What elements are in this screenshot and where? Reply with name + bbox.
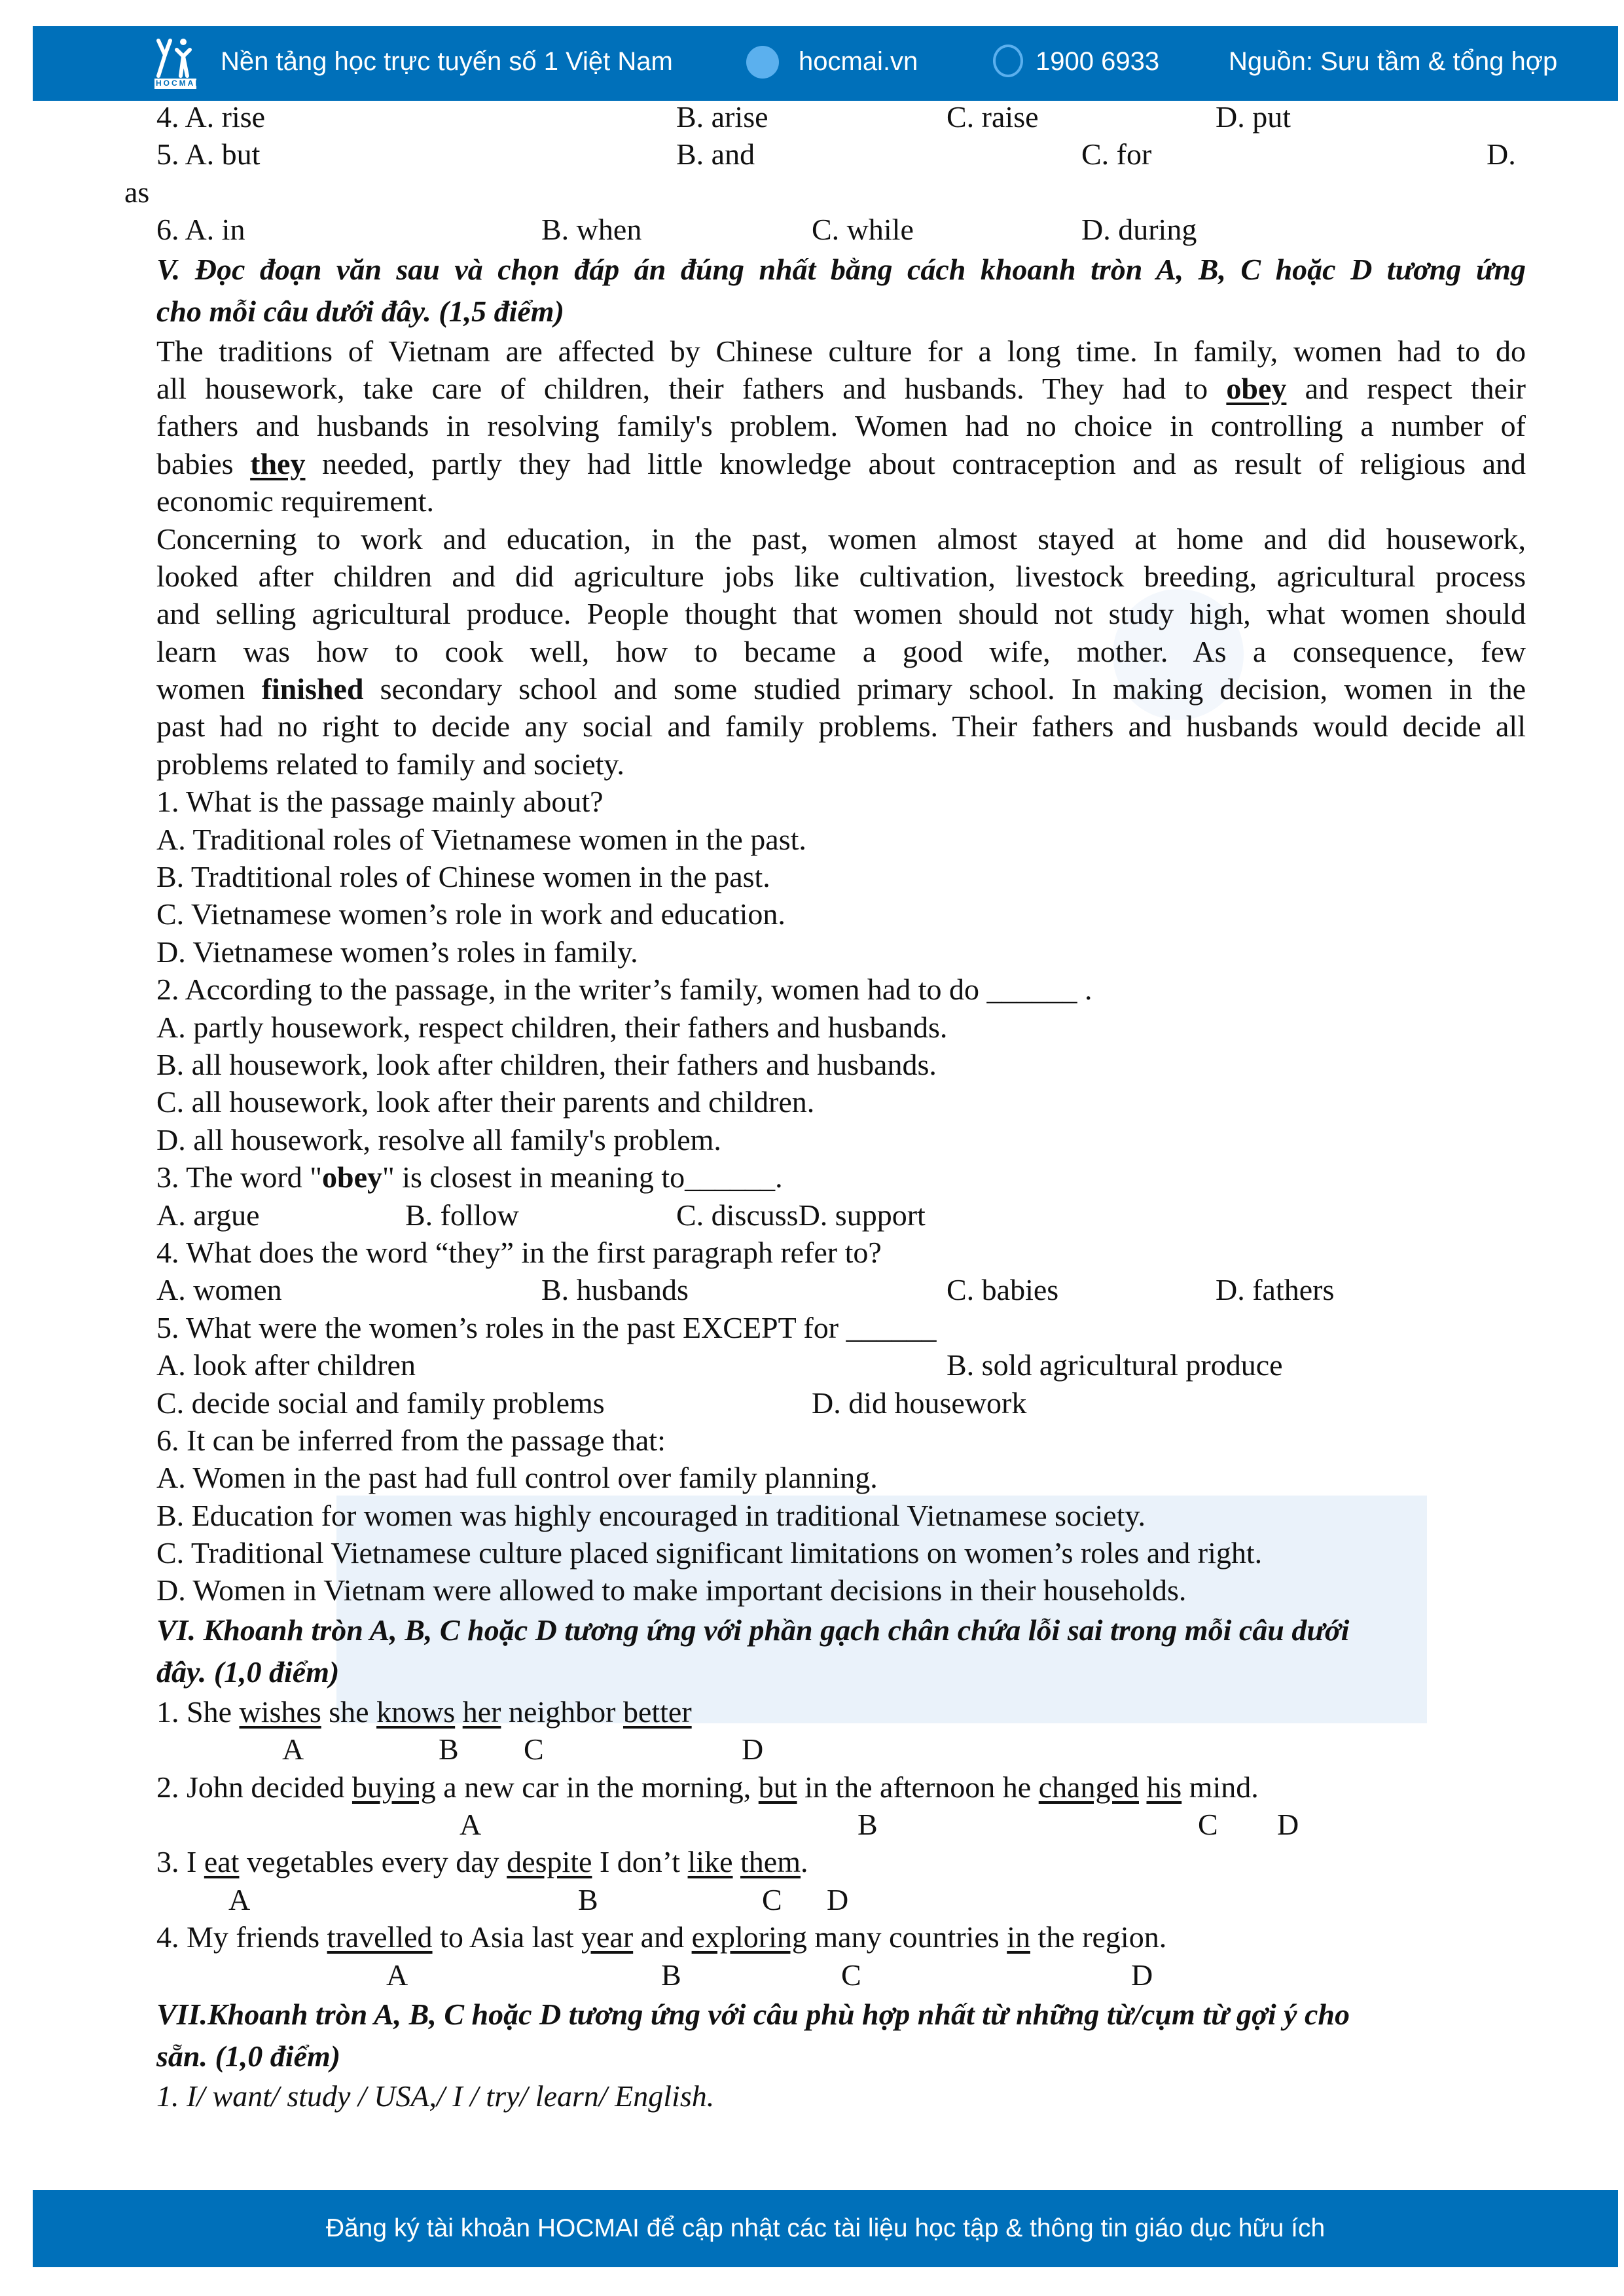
error-sentence-3 — [156, 1843, 1526, 1880]
footer-banner — [33, 2190, 1618, 2267]
section-vi-heading: VI. Khoanh tròn A, B, C hoặc D tương ứng với phần gạch chân chứa lỗi sai trong mỗi câu dưới — [156, 1613, 1350, 1647]
section-vii-heading-cont: sẵn. (1,0 điểm) — [156, 2039, 341, 2073]
option-b[interactable]: B. Education for women was highly encouraged in traditional Vietnamese society. — [156, 1498, 1146, 1532]
keyword-they: they — [250, 446, 306, 480]
hocmai-logo — [151, 35, 206, 90]
letter-row — [156, 1956, 1526, 1994]
text: all housework, take care of children, their fathers and husbands. They had to — [156, 371, 1227, 405]
text: 1. She — [156, 1695, 240, 1729]
option-a[interactable]: A. Traditional roles of Vietnamese women in the past. — [156, 822, 806, 856]
letter-b[interactable]: B — [439, 1732, 459, 1767]
text: neighbor — [501, 1695, 623, 1729]
question-2-stem: 2. According to the passage, in the writer’s family, women had to do ______ . — [156, 973, 1092, 1007]
section-v-heading: V. Đọc đoạn văn sau và chọn đáp án đúng nhất bằng cách khoanh tròn A, B, C hoặc D tương ứng — [156, 252, 1526, 286]
passage-line: and selling agricultural produce. People thought that women should not study high, what women should — [156, 597, 1526, 631]
letter-b[interactable]: B — [578, 1882, 598, 1916]
underlined-b[interactable]: year — [581, 1920, 634, 1954]
underlined-d[interactable]: his — [1146, 1770, 1182, 1804]
underlined-d[interactable]: them — [740, 1845, 801, 1879]
keyword-obey: obey — [322, 1160, 382, 1194]
question-6-stem: 6. It can be inferred from the passage that: — [156, 1423, 666, 1457]
passage-line: past had no right to decide any social and family problems. Their fathers and husbands would decide all — [156, 709, 1526, 744]
question-4-stem: 4. What does the word “they” in the first paragraph refer to? — [156, 1235, 882, 1269]
option-c[interactable]: C. Vietnamese women’s role in work and education. — [156, 897, 785, 931]
option-b: B. and — [676, 137, 755, 171]
letter-a[interactable]: A — [386, 1958, 408, 1992]
underlined-a[interactable]: buying — [352, 1770, 436, 1804]
letter-d[interactable]: D — [742, 1732, 764, 1767]
underlined-b[interactable]: but — [758, 1770, 797, 1804]
option-row — [156, 135, 1526, 173]
underlined-c[interactable]: like — [687, 1845, 733, 1879]
passage-line: problems related to family and society. — [156, 747, 624, 781]
question-1-stem: 1. What is the passage mainly about? — [156, 785, 604, 819]
letter-a[interactable]: A — [460, 1808, 482, 1842]
text: I don’t — [592, 1845, 688, 1879]
question-5-stem: 5. What were the women’s roles in the past EXCEPT for ______ — [156, 1310, 937, 1344]
phone-icon — [993, 45, 1023, 77]
text — [1139, 1770, 1147, 1804]
option-row-wrap — [124, 173, 1526, 211]
header-tagline: Nền tảng học trực tuyến số 1 Việt Nam — [221, 47, 673, 76]
error-sentence-4 — [156, 1918, 1526, 1956]
letter-b[interactable]: B — [661, 1958, 681, 1992]
option-c: C. raise — [947, 100, 1039, 134]
section-vii-heading: VII.Khoanh tròn A, B, C hoặc D tương ứng với câu phù hợp nhất từ những từ/cụm từ gợi ý cho — [156, 1997, 1350, 2031]
option-b[interactable]: B. sold agricultural produce — [947, 1348, 1283, 1382]
option-d-text: as — [124, 175, 150, 209]
globe-icon — [746, 46, 779, 79]
letter-row — [156, 1731, 1526, 1768]
document-body — [124, 98, 1526, 2115]
passage-line — [156, 370, 1526, 407]
source-note: Nguồn: Sưu tầm & tổng hợp — [1229, 47, 1558, 76]
website-link[interactable]: hocmai.vn — [799, 47, 918, 76]
passage-line: looked after children and did agriculture jobs like cultivation, livestock breeding, agricultural process — [156, 559, 1526, 593]
header-banner — [33, 26, 1618, 101]
letter-c[interactable]: C — [1198, 1808, 1218, 1842]
passage — [156, 332, 1526, 783]
text: babies — [156, 446, 251, 480]
option-c[interactable]: C. all housework, look after their parents and children. — [156, 1085, 815, 1119]
letter-a[interactable]: A — [228, 1882, 251, 1916]
option-d: D. put — [1216, 100, 1291, 134]
underlined-a[interactable]: wishes — [239, 1695, 321, 1729]
letter-c[interactable]: C — [524, 1732, 544, 1767]
letter-d[interactable]: D — [1277, 1808, 1299, 1842]
question-3-stem — [156, 1158, 1526, 1196]
option-c[interactable]: C. decide social and family problems — [156, 1386, 605, 1420]
option-b[interactable]: B. Tradtitional roles of Chinese women in the past. — [156, 860, 770, 894]
option-row — [156, 1346, 1526, 1384]
option-c: C. while — [812, 213, 914, 247]
option-a[interactable]: A. Women in the past had full control over family planning. — [156, 1461, 878, 1495]
underlined-c[interactable]: her — [462, 1695, 501, 1729]
passage-line — [156, 445, 1526, 482]
option-d[interactable]: D. did housework — [812, 1386, 1027, 1420]
passage-line: economic requirement. — [156, 484, 435, 518]
letter-row — [156, 1881, 1526, 1918]
error-sentence-2 — [156, 1768, 1526, 1806]
option-d[interactable]: D. all housework, resolve all family's problem. — [156, 1122, 721, 1157]
letter-c[interactable]: C — [762, 1882, 782, 1916]
letter-d[interactable]: D — [1131, 1958, 1153, 1992]
underlined-c[interactable]: exploring — [691, 1920, 807, 1954]
option-a: 6. A. in — [156, 213, 245, 247]
text: " is closest in meaning to______. — [382, 1160, 783, 1194]
option-c[interactable]: C. Traditional Vietnamese culture placed significant limitations on women’s roles and right. — [156, 1536, 1263, 1570]
option-d[interactable]: D. fathers — [1216, 1273, 1335, 1307]
option-c-d[interactable]: C. discussD. support — [676, 1198, 926, 1232]
option-a[interactable]: A. argue — [156, 1198, 260, 1232]
option-c[interactable]: C. babies — [947, 1273, 1059, 1307]
passage-line: learn was how to cook well, how to became a good wife, mother. As a consequence, few — [156, 634, 1526, 668]
keyword-finished: finished — [261, 672, 364, 706]
option-b: B. when — [541, 213, 642, 247]
text — [455, 1695, 463, 1729]
text: needed, partly they had little knowledge about contraception and as result of religious and — [305, 446, 1526, 480]
text: 3. The word " — [156, 1160, 322, 1194]
text: the region. — [1030, 1920, 1167, 1954]
text: vegetables every day — [239, 1845, 507, 1879]
option-b[interactable]: B. all housework, look after children, their fathers and husbands. — [156, 1047, 937, 1081]
text: in the afternoon he — [797, 1770, 1039, 1804]
option-a: 4. A. rise — [156, 100, 266, 134]
text: and respect their — [1286, 371, 1526, 405]
option-a[interactable]: A. look after children — [156, 1348, 416, 1382]
keyword-obey: obey — [1226, 371, 1287, 405]
text: women — [156, 672, 262, 706]
section-vi-heading-cont: đây. (1,0 điểm) — [156, 1655, 340, 1689]
underlined-b[interactable]: knows — [376, 1695, 456, 1729]
option-c: C. for — [1081, 137, 1152, 171]
text: mind. — [1182, 1770, 1259, 1804]
passage-line: fathers and husbands in resolving family's problem. Women had no choice in controlling a number of — [156, 409, 1526, 443]
underlined-b[interactable]: despite — [507, 1845, 592, 1879]
text: secondary school and some studied primary school. In making decision, women in the — [363, 672, 1526, 706]
rewrite-item-1: 1. I/ want/ study / USA,/ I / try/ learn/ English. — [156, 2079, 715, 2113]
letter-row — [156, 1806, 1526, 1843]
option-b[interactable]: B. husbands — [541, 1273, 689, 1307]
option-d: D. — [1487, 137, 1516, 171]
text: to Asia last — [432, 1920, 582, 1954]
passage-line: Concerning to work and education, in the past, women almost stayed at home and did housework, — [156, 522, 1526, 556]
option-a[interactable]: A. women — [156, 1273, 282, 1307]
underlined-d[interactable]: in — [1007, 1920, 1030, 1954]
option-d[interactable]: D. Women in Vietnam were allowed to make important decisions in their households. — [156, 1573, 1187, 1607]
option-row — [156, 1384, 1526, 1422]
text: a new car in the morning, — [435, 1770, 759, 1804]
option-row — [156, 98, 1526, 135]
option-d[interactable]: D. Vietnamese women’s roles in family. — [156, 935, 638, 969]
option-row — [156, 211, 1526, 248]
option-row — [156, 1271, 1526, 1308]
text: and — [633, 1920, 692, 1954]
option-b[interactable]: B. follow — [405, 1198, 519, 1232]
footer-text[interactable]: Đăng ký tài khoản HOCMAI để cập nhật các tài liệu học tập & thông tin giáo dục hữu ích — [325, 2214, 1326, 2242]
option-d: D. during — [1081, 213, 1197, 247]
text: she — [321, 1695, 377, 1729]
letter-b[interactable]: B — [857, 1808, 878, 1842]
option-a: 5. A. but — [156, 137, 261, 171]
text: 3. I — [156, 1845, 204, 1879]
text: . — [801, 1845, 808, 1879]
error-sentence-1 — [156, 1693, 1526, 1731]
text — [733, 1845, 741, 1878]
option-row — [156, 1196, 1526, 1234]
text: many countries — [806, 1920, 1007, 1954]
text: 4. My friends — [156, 1920, 327, 1954]
phone-number: 1900 6933 — [1036, 47, 1160, 76]
option-a[interactable]: A. partly housework, respect children, their fathers and husbands. — [156, 1010, 948, 1044]
letter-a[interactable]: A — [282, 1732, 304, 1767]
underlined-c[interactable]: changed — [1038, 1770, 1139, 1804]
passage-line: The traditions of Vietnam are affected by Chinese culture for a long time. In family, women had to do — [156, 334, 1526, 368]
letter-c[interactable]: C — [841, 1958, 861, 1992]
underlined-d[interactable]: better — [623, 1695, 692, 1729]
letter-d[interactable]: D — [827, 1882, 849, 1916]
section-v-heading-cont: cho mỗi câu dưới đây. (1,5 điểm) — [156, 294, 564, 328]
text: 2. John decided — [156, 1770, 352, 1804]
logo-text: HOCMAI — [156, 79, 200, 88]
passage-line — [156, 670, 1526, 708]
underlined-a[interactable]: travelled — [327, 1920, 433, 1954]
underlined-a[interactable]: eat — [204, 1845, 240, 1879]
option-b: B. arise — [676, 100, 768, 134]
